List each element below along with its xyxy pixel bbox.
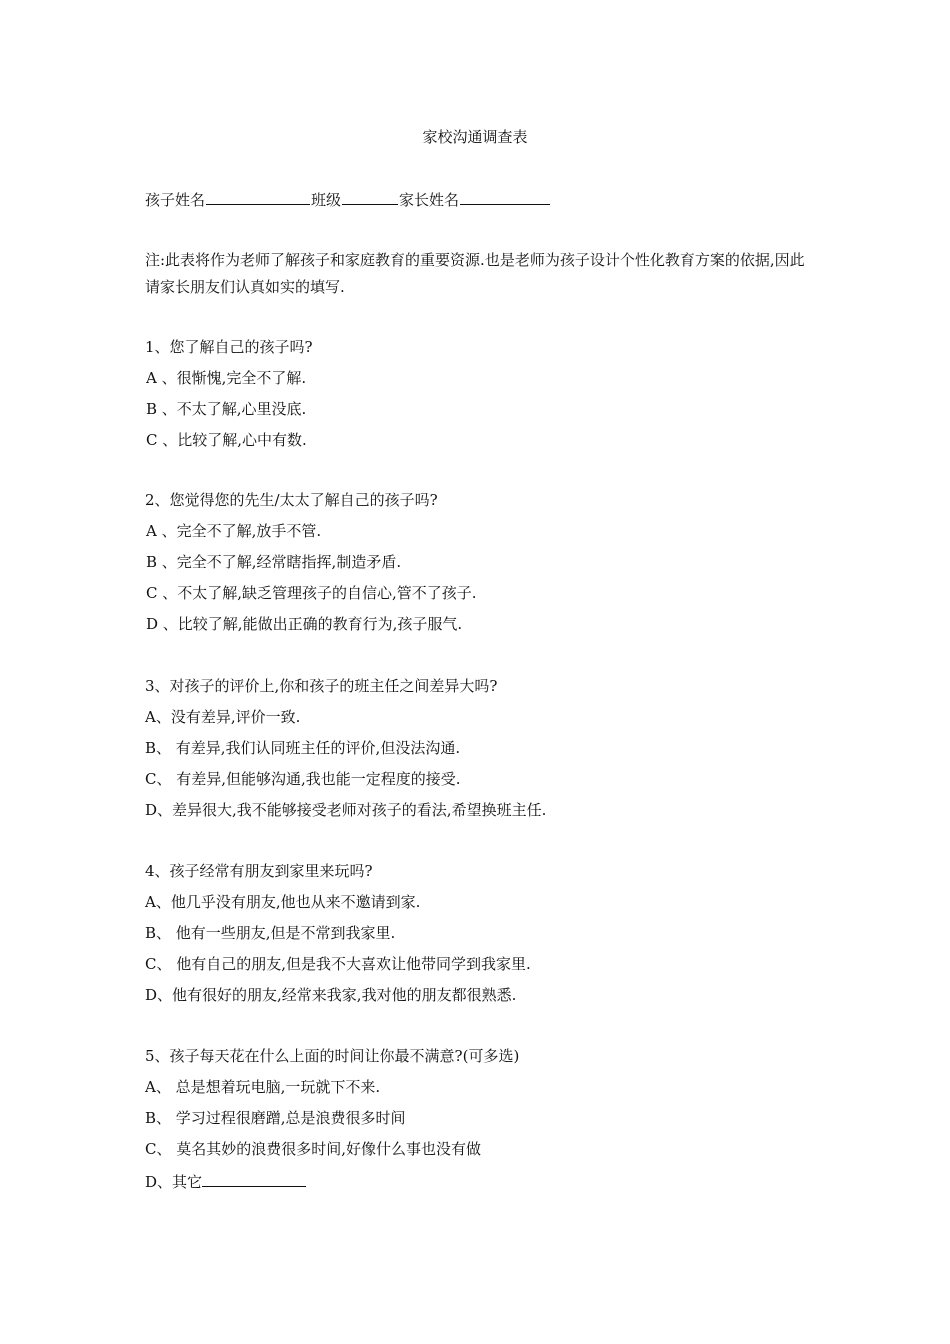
option-a[interactable]: A、 总是想着玩电脑,一玩就下不来.: [145, 1078, 381, 1096]
option-c[interactable]: C、 他有自己的朋友,但是我不大喜欢让他带同学到我家里.: [145, 955, 531, 973]
child-name-field[interactable]: [206, 187, 310, 205]
option-c[interactable]: C、 有差异,但能够沟通,我也能一定程度的接受.: [145, 770, 461, 788]
child-name-label: 孩子姓名: [145, 191, 206, 209]
option-b[interactable]: B、 有差异,我们认同班主任的评价,但没法沟通.: [145, 739, 461, 757]
question-4: [145, 860, 815, 1015]
option-d[interactable]: [145, 1169, 815, 1200]
option-d[interactable]: D、他有很好的朋友,经常来我家,我对他的朋友都很熟悉.: [145, 986, 517, 1004]
option-c[interactable]: C 、比较了解,心中有数.: [146, 431, 307, 449]
question-text: 2、您觉得您的先生/太太了解自己的孩子吗?: [145, 491, 438, 509]
question-1: [145, 336, 815, 460]
option-b[interactable]: B 、完全不了解,经常瞎指挥,制造矛盾.: [146, 553, 402, 571]
option-d[interactable]: D、差异很大,我不能够接受老师对孩子的看法,希望换班主任.: [145, 801, 547, 819]
question-text: 3、对孩子的评价上,你和孩子的班主任之间差异大吗?: [145, 677, 498, 695]
question-3: [145, 675, 815, 830]
option-b[interactable]: B 、不太了解,心里没底.: [146, 400, 307, 418]
parent-name-field[interactable]: [460, 187, 550, 205]
option-b[interactable]: B、 他有一些朋友,但是不常到我家里.: [145, 924, 396, 942]
info-line: [145, 187, 551, 211]
option-a[interactable]: A 、很惭愧,完全不了解.: [146, 369, 307, 387]
question-text: 5、孩子每天花在什么上面的时间让你最不满意?(可多选): [145, 1047, 520, 1065]
class-label: 班级: [311, 191, 342, 209]
question-text: 1、您了解自己的孩子吗?: [145, 338, 313, 356]
question-2: [145, 489, 815, 644]
option-a[interactable]: A 、完全不了解,放手不管.: [146, 522, 322, 540]
note-text: 注:此表将作为老师了解孩子和家庭教育的重要资源.也是老师为孩子设计个性化教育方案的依据,因此请家长朋友们认真如实的填写.: [145, 251, 805, 296]
option-a[interactable]: A、没有差异,评价一致.: [145, 708, 301, 726]
parent-name-label: 家长姓名: [399, 191, 460, 209]
option-d-label: D、其它: [145, 1173, 203, 1191]
option-d[interactable]: D 、比较了解,能做出正确的教育行为,孩子服气.: [146, 615, 463, 633]
option-a[interactable]: A、他几乎没有朋友,他也从来不邀请到家.: [145, 893, 421, 911]
option-c[interactable]: C、 莫名其妙的浪费很多时间,好像什么事也没有做: [145, 1140, 482, 1158]
class-field[interactable]: [342, 187, 398, 205]
other-field[interactable]: [202, 1169, 306, 1187]
question-5: [145, 1045, 815, 1200]
survey-page: [145, 0, 825, 1344]
page-title: 家校沟通调查表: [422, 128, 528, 146]
option-c[interactable]: C 、不太了解,缺乏管理孩子的自信心,管不了孩子.: [146, 584, 477, 602]
option-b[interactable]: B、 学习过程很磨蹭,总是浪费很多时间: [145, 1109, 406, 1127]
question-text: 4、孩子经常有朋友到家里来玩吗?: [145, 862, 373, 880]
